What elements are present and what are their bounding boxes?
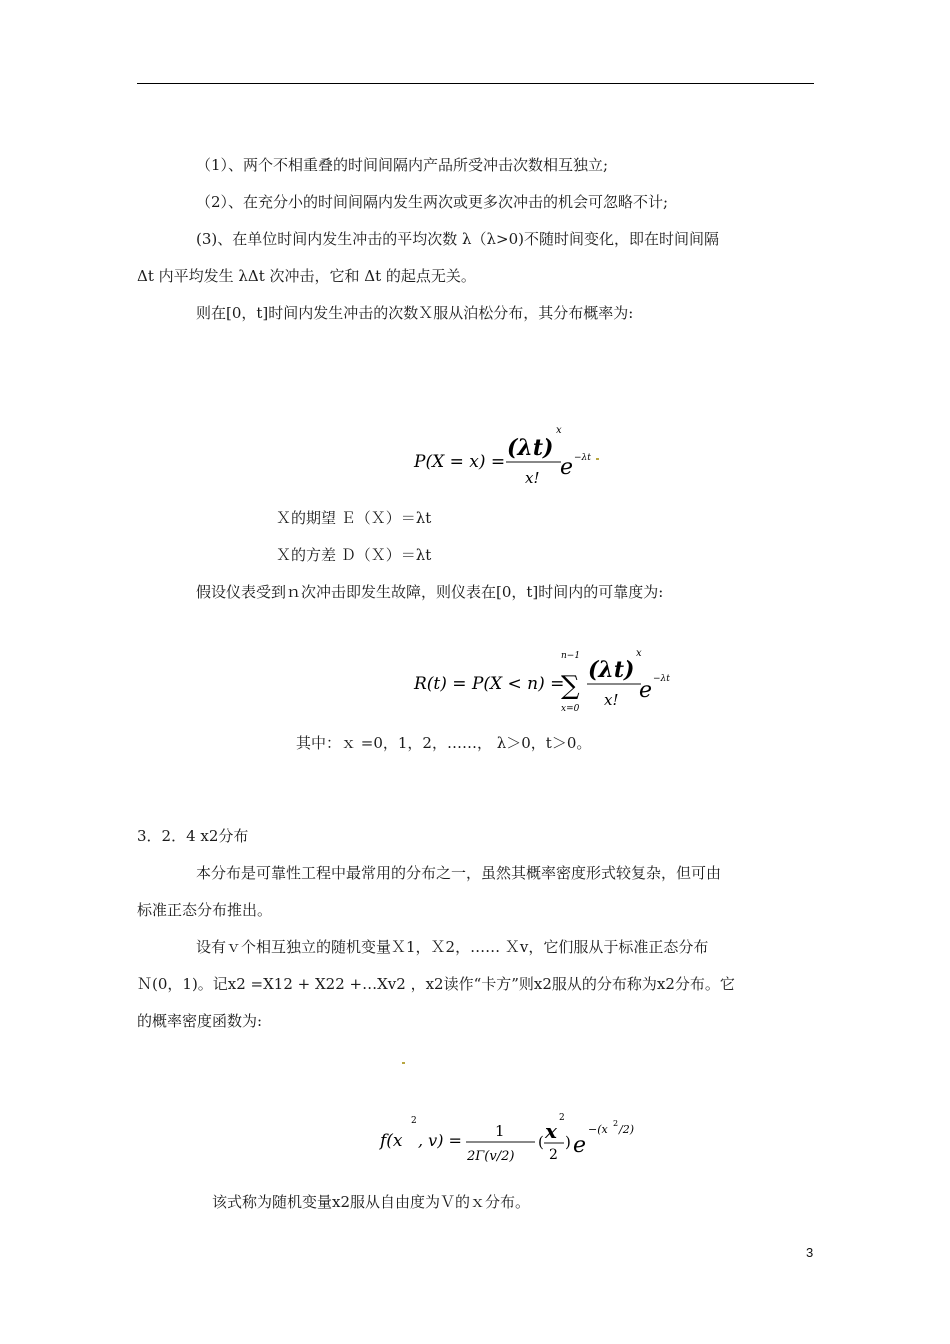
chi-e: e xyxy=(573,1133,587,1158)
where-line: 其中：ｘ =0，1，2，……， λ＞0，t＞0。 xyxy=(296,734,592,752)
chi-square-formula xyxy=(378,1108,648,1168)
stray-dot xyxy=(596,458,599,460)
chi-lhs-tail: , v) = xyxy=(418,1131,462,1150)
poisson-denominator: x! xyxy=(525,469,540,487)
chi-paren-close: ) xyxy=(565,1133,571,1151)
variance-line: Ｘ的方差 Ｄ（Ｘ）＝λt xyxy=(276,546,432,564)
reliability-intro: 假设仪表受到ｎ次冲击即发生故障，则仪表在[0，t]时间内的可靠度为: xyxy=(196,583,664,601)
chi-def-1: 设有ｖ个相互独立的随机变量Ｘ1，Ｘ2，…… Ｘv，它们服从于标准正态分布 xyxy=(196,938,709,956)
chi-lhs-exp: 2 xyxy=(411,1116,417,1126)
chi-e-exp-tail: /2) xyxy=(619,1123,634,1136)
chi-paren-open: ( xyxy=(538,1133,544,1151)
poisson-formula xyxy=(410,420,630,490)
page-number: 3 xyxy=(806,1245,814,1260)
poisson-e-exp: −λt xyxy=(574,453,591,463)
stray-dot xyxy=(402,1062,405,1064)
reliability-formula xyxy=(410,645,680,720)
expectation-line: Ｘ的期望 Ｅ（Ｘ）＝λt xyxy=(276,509,432,527)
chi-inner-numerator: x xyxy=(545,1119,557,1143)
poisson-numerator: (λt) xyxy=(507,435,554,461)
poisson-lhs: P(X = x) = xyxy=(414,452,506,472)
chi-e-exp: −(x xyxy=(588,1123,608,1136)
chi-numerator: 1 xyxy=(495,1122,505,1140)
chi-inner-numerator-exp: 2 xyxy=(559,1113,565,1123)
chi-denominator: 2Γ(v/2) xyxy=(467,1149,515,1164)
chi-def-3: 的概率密度函数为: xyxy=(137,1012,263,1030)
reliability-e: e xyxy=(639,678,653,703)
condition-1: （1）、两个不相重叠的时间间隔内产品所受冲击次数相互独立; xyxy=(196,156,609,174)
header-rule xyxy=(137,83,814,84)
chi-conclusion: 该式称为随机变量x2服从自由度为Ｖ的ｘ分布。 xyxy=(212,1193,531,1211)
chi-inner-denominator: 2 xyxy=(549,1147,558,1163)
reliability-lhs: R(t) = P(X < n) = xyxy=(414,674,565,694)
condition-3: (3)、在单位时间内发生冲击的平均次数 λ（λ>0)不随时间变化，即在时间间隔 xyxy=(196,230,719,248)
reliability-e-exp: −λt xyxy=(653,674,670,684)
chi-def-2: Ｎ(0，1)。记x2 =X12 + X22 +…Xv2 ，x2读作“卡方”则x2服从的分布称为x2分布。它 xyxy=(137,975,735,993)
sum-lower: x=0 xyxy=(561,704,580,714)
reliability-numerator-exp: x xyxy=(636,648,642,659)
sum-upper: n−1 xyxy=(561,651,581,661)
sum-sign: ∑ xyxy=(561,671,580,701)
poisson-e: e xyxy=(560,455,574,480)
chi-lhs: f(x xyxy=(380,1131,403,1151)
chi-e-exp-sup: 2 xyxy=(613,1119,619,1128)
condition-3-cont: Δt 内平均发生 λΔt 次冲击，它和 Δt 的起点无关。 xyxy=(137,267,476,285)
section-heading: 3．2．4 x2分布 xyxy=(137,827,249,845)
chi-intro-1: 本分布是可靠性工程中最常用的分布之一，虽然其概率密度形式较复杂，但可由 xyxy=(196,864,722,882)
chi-intro-2: 标准正态分布推出。 xyxy=(137,901,273,919)
reliability-numerator: (λt) xyxy=(588,657,635,683)
poisson-numerator-exp: x xyxy=(556,425,562,436)
condition-2: （2）、在充分小的时间间隔内发生两次或更多次冲击的机会可忽略不计; xyxy=(196,193,669,211)
reliability-denominator: x! xyxy=(604,691,619,709)
poisson-intro: 则在[0，t]时间内发生冲击的次数Ｘ服从泊松分布，其分布概率为: xyxy=(196,304,634,322)
